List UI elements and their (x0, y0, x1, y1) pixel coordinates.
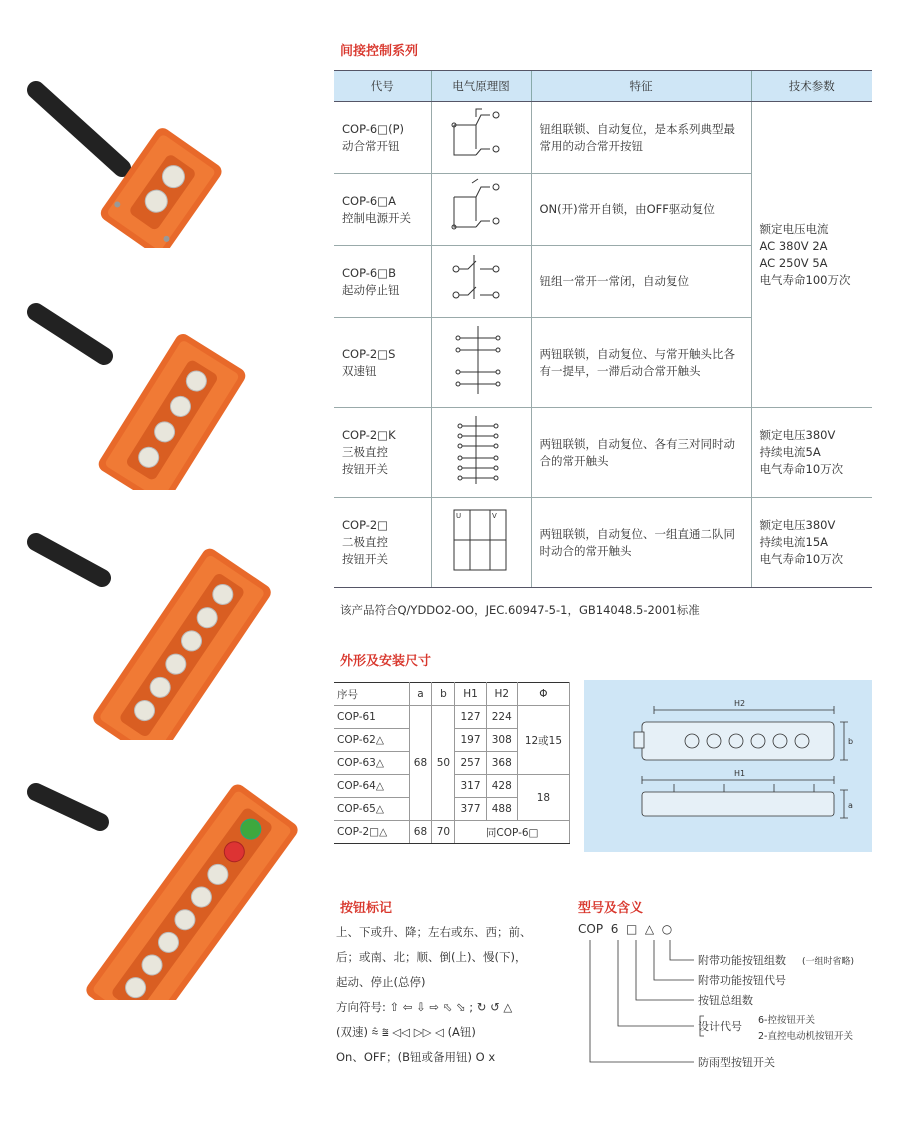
dims-header: H2 (486, 683, 517, 706)
row-code: COP-2□ 二极直控 按钮开关 (334, 498, 431, 588)
table-row: COP-63△ 257 368 (334, 752, 570, 775)
dim-phi-value: 12或15 (517, 706, 569, 775)
model-label: 附带功能按钮代号 (698, 974, 786, 987)
model-label: 附带功能按钮组数 (698, 954, 786, 967)
row-code: COP-2□S 双速钮 (334, 318, 431, 408)
dims-header: H1 (455, 683, 486, 706)
params-group-3: 额定电压380V 持续电流15A 电气寿命10万次 (751, 498, 872, 588)
dim-a-value: 68 (409, 706, 432, 821)
header-params: 技术参数 (751, 71, 872, 102)
circuit-diagram (431, 102, 531, 174)
spec-section-title: 间接控制系列 (340, 44, 419, 59)
circuit-diagram (431, 408, 531, 498)
circuit-diagram (431, 174, 531, 246)
label-b: b (848, 737, 854, 746)
label-h2: H2 (734, 699, 746, 708)
table-row (334, 498, 872, 588)
table-row: COP-61 68 50 127 224 12或15 (334, 706, 570, 729)
pendant-8-button (22, 780, 302, 1000)
row-code: COP-2□K 三极直控 按钮开关 (334, 408, 431, 498)
row-feature: 钮组联锁、自动复位，是本系列典型最常用的动合常开按钮 (531, 102, 751, 174)
circuit-diagram (431, 498, 531, 588)
dims-header-row (334, 683, 570, 706)
dims-header: a (409, 683, 432, 706)
params-group-1: 额定电压电流 AC 380V 2A AC 250V 5A 电气寿命100万次 (751, 102, 872, 408)
dimension-drawing (584, 680, 872, 852)
label-h1: H1 (734, 769, 746, 778)
spec-header-row (334, 71, 872, 102)
row-feature: 两钮联锁，自动复位、一组直通二队同时动合的常开触头 (531, 498, 751, 588)
table-row: COP-65△ 377 488 (334, 798, 570, 821)
dims-header: Φ (517, 683, 569, 706)
model-label: 6-控按钮开关 (758, 1015, 815, 1026)
table-row: COP-62△ 197 308 (334, 729, 570, 752)
circuit-diagram (431, 318, 531, 408)
model-label: (一组时省略) (802, 957, 855, 967)
dims-header: b (432, 683, 455, 706)
row-code: COP-6□(P) 动合常开钮 (334, 102, 431, 174)
model-label: 设计代号 (698, 1020, 742, 1033)
dims-section-title: 外形及安装尺寸 (340, 654, 432, 669)
row-feature: ON(开)常开自锁，由OFF驱动复位 (531, 174, 751, 246)
pendant-4-button (22, 300, 252, 490)
svg-text:U: U (456, 512, 462, 520)
spec-table (334, 70, 872, 588)
dims-table (334, 682, 570, 844)
header-feature: 特征 (531, 71, 751, 102)
pendant-2-button (22, 78, 242, 248)
circuit-diagram (431, 246, 531, 318)
model-section-title: 型号及含义 (578, 901, 644, 916)
row-feature: 钮组一常开一常闭，自动复位 (531, 246, 751, 318)
pendant-6-button (22, 530, 272, 740)
model-label: 防雨型按钮开关 (698, 1056, 775, 1069)
dims-header: 序号 (334, 683, 409, 706)
table-row (334, 102, 872, 174)
row-code: COP-6□B 起动停止钮 (334, 246, 431, 318)
table-row: COP-64△ 317 428 18 (334, 775, 570, 798)
label-a: a (848, 801, 853, 810)
model-leader-lines (580, 936, 710, 1066)
row-code: COP-6□A 控制电源开关 (334, 174, 431, 246)
model-code: COP 6 □ △ ○ (578, 922, 673, 936)
standard-note: 该产品符合Q/YDDO2-OO，JEC.60947-5-1，GB14048.5-2001标准 (340, 603, 700, 617)
header-code: 代号 (334, 71, 431, 102)
svg-text:V: V (492, 512, 497, 520)
header-diagram: 电气原理图 (431, 71, 531, 102)
marks-text: 上、下或升、降；左右或东、西；前、 后；或南、北；顺、倒(上)、慢(下)， 起动、停止(总停) 方向符号: ⇧ ⇦ ⇩ ⇨ ⬁ ⬂ ; ↻ ↺ △ (双速) ⩯ ⩰ ◁◁ ▷▷ ◁ (A钮) On、OFF；(B钮或备用钮) O x (336, 925, 532, 1064)
marks-section-title: 按钮标记 (340, 901, 393, 916)
dim-phi-value: 18 (517, 775, 569, 821)
model-label: 按钮总组数 (698, 994, 753, 1007)
table-row (334, 408, 872, 498)
table-row: COP-2□△ 68 70 同COP-6□ (334, 821, 570, 844)
dim-b-value: 50 (432, 706, 455, 821)
row-feature: 两钮联锁，自动复位、与常开触头比各有一提早，一滞后动合常开触头 (531, 318, 751, 408)
model-label: 2-直控电动机按钮开关 (758, 1031, 853, 1042)
row-feature: 两钮联锁，自动复位、各有三对同时动合的常开触头 (531, 408, 751, 498)
params-group-2: 额定电压380V 持续电流5A 电气寿命10万次 (751, 408, 872, 498)
